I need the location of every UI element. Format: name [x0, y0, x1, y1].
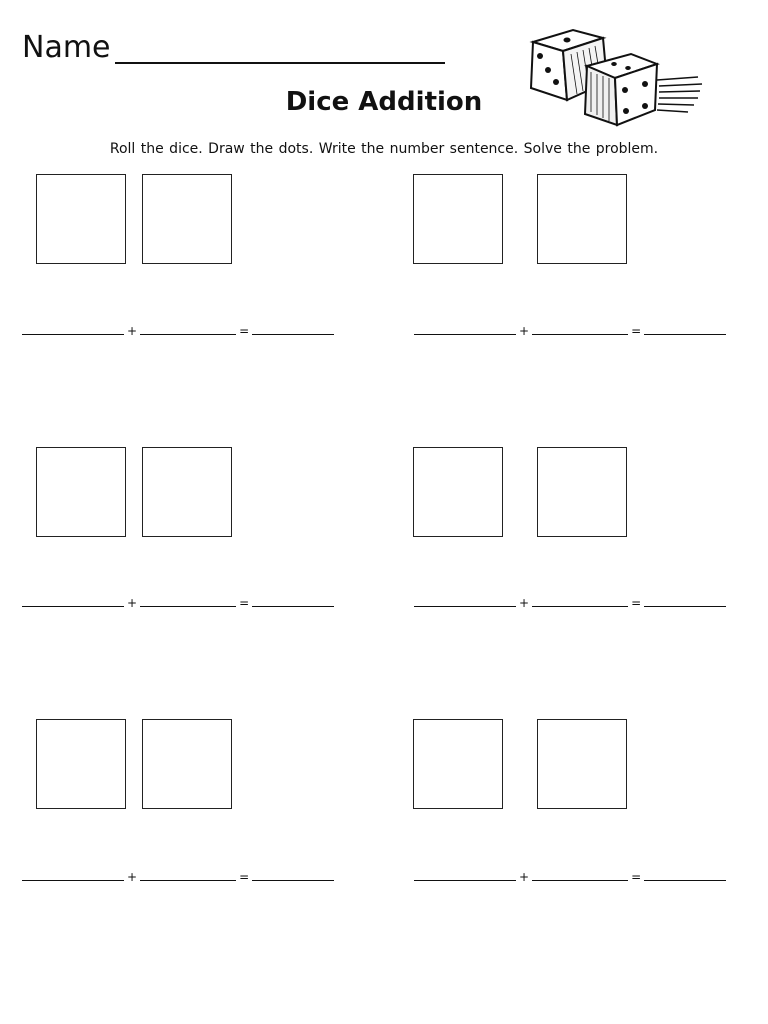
number-sentence-5: [22, 870, 334, 884]
plus-sign: +: [127, 596, 138, 610]
plus-sign: +: [519, 324, 530, 338]
number-sentence-2: [414, 324, 726, 338]
number-sentence-1: [22, 324, 334, 338]
plus-sign: +: [519, 596, 530, 610]
die-box-2b[interactable]: [537, 174, 627, 264]
addend-1-blank[interactable]: [22, 596, 124, 607]
addend-2-blank[interactable]: [140, 324, 236, 335]
instructions: Roll the dice. Draw the dots. Write the number sentence. Solve the problem.: [109, 141, 659, 157]
addend-1-blank[interactable]: [22, 870, 124, 881]
equals-sign: =: [239, 596, 250, 610]
die-box-1b[interactable]: [142, 174, 232, 264]
plus-sign: +: [127, 870, 138, 884]
die-box-6b[interactable]: [537, 719, 627, 809]
sum-blank[interactable]: [644, 596, 726, 607]
addend-1-blank[interactable]: [414, 324, 516, 335]
pair-of-dice-icon: [515, 22, 710, 132]
addend-2-blank[interactable]: [140, 596, 236, 607]
equals-sign: =: [239, 870, 250, 884]
plus-sign: +: [127, 324, 138, 338]
addend-1-blank[interactable]: [414, 870, 516, 881]
addend-2-blank[interactable]: [140, 870, 236, 881]
name-label: Name: [22, 30, 111, 65]
die-box-5b[interactable]: [142, 719, 232, 809]
name-write-line[interactable]: [115, 62, 445, 64]
addend-2-blank[interactable]: [532, 870, 628, 881]
addend-1-blank[interactable]: [414, 596, 516, 607]
addend-1-blank[interactable]: [22, 324, 124, 335]
plus-sign: +: [519, 870, 530, 884]
sum-blank[interactable]: [644, 870, 726, 881]
die-box-3a[interactable]: [36, 447, 126, 537]
die-box-2a[interactable]: [413, 174, 503, 264]
equals-sign: =: [631, 870, 642, 884]
die-box-6a[interactable]: [413, 719, 503, 809]
die-box-4a[interactable]: [413, 447, 503, 537]
addend-2-blank[interactable]: [532, 596, 628, 607]
die-box-1a[interactable]: [36, 174, 126, 264]
die-box-3b[interactable]: [142, 447, 232, 537]
equals-sign: =: [631, 596, 642, 610]
worksheet-title: Dice Addition: [285, 87, 483, 117]
sum-blank[interactable]: [644, 324, 726, 335]
number-sentence-6: [414, 870, 726, 884]
equals-sign: =: [239, 324, 250, 338]
die-box-4b[interactable]: [537, 447, 627, 537]
addend-2-blank[interactable]: [532, 324, 628, 335]
sum-blank[interactable]: [252, 596, 334, 607]
equals-sign: =: [631, 324, 642, 338]
sum-blank[interactable]: [252, 870, 334, 881]
sum-blank[interactable]: [252, 324, 334, 335]
number-sentence-4: [414, 596, 726, 610]
number-sentence-3: [22, 596, 334, 610]
die-box-5a[interactable]: [36, 719, 126, 809]
